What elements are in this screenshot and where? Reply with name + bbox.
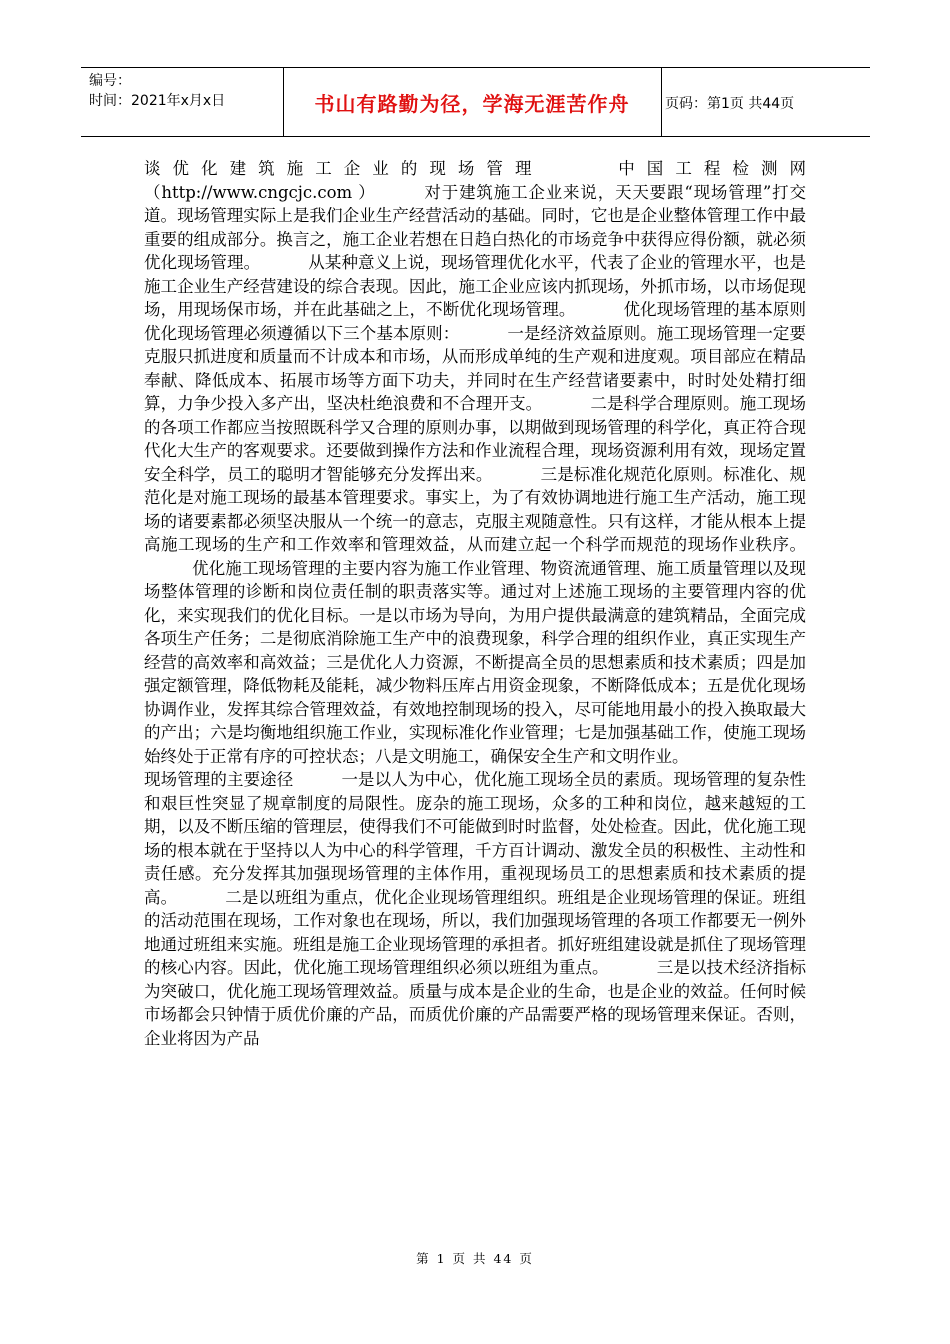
paragraph-3: 优化现场管理的基本原则优化现场管理必须遵循以下三个基本原则： (144, 300, 807, 343)
paragraph-10: 三是以技术经济指标为突破口，优化施工现场管理效益。质量与成本是企业的生命，也是企业的效益。任何时候市场都会只钟情于质优价廉的产品，而质优价廉的产品需要严格的现场管理来保证。否则，企业将因为产品 (144, 958, 807, 1048)
paragraph-8: 一是以人为中心，优化施工现场全员的素质。现场管理的复杂性和艰巨性突显了规章制度的局限性。庞杂的施工现场，众多的工种和岗位，越来越短的工期，以及不断压缩的管理层，使得我们不可能做到时时监督，处处检查。因此，优化施工现场的根本就在于坚持以人为中心的科学管理，千方百计调动、激发全员的积极性、主动性和责任感。充分发挥其加强现场管理的主体作用，重视现场员工的思想素质和技术素质的提高。 (144, 770, 807, 907)
paragraph-2: 从某种意义上说，现场管理优化水平，代表了企业的管理水平，也是施工企业生产经营建设的综合表现。因此，施工企业应该内抓现场，外抓市场，以市场促现场，用现场保市场，并在此基础之上，不断优化现场管理。 (144, 253, 807, 319)
body-paragraph (144, 768, 806, 1050)
paragraph-9: 二是以班组为重点，优化企业现场管理组织。班组是企业现场管理的保证。班组的活动范围在现场，工作对象也在现场，所以，我们加强现场管理的各项工作都要无一例外地通过班组来实施。班组是施工企业现场管理的承担者。抓好班组建设就是抓住了现场管理的核心内容。因此，优化施工现场管理组织必须以班组为重点。 (144, 887, 807, 977)
page-header (81, 67, 870, 137)
header-meta (89, 71, 279, 111)
paragraph-6: 三是标准化规范化原则。标准化、规范化是对施工现场的最基本管理要求。事实上，为了有效协调地进行施工生产活动，施工现场的诸要素都必须坚决服从一个统一的意志，克服主观随意性。只有这样，才能从根本上提高施工现场的生产和工作效率和管理效益，从而建立起一个科学而规范的现场作业秩序。 (144, 464, 807, 554)
header-divider-right (661, 67, 662, 137)
article-title: 谈 优 化 建 筑 施 工 企 业 的 现 场 管 理 (144, 159, 535, 178)
number-label: 编号： (89, 73, 131, 89)
header-motto: 书山有路勤为径，学海无涯苦作舟 (314, 91, 630, 116)
page-footer: 第 1 页 共 44 页 (416, 1251, 534, 1266)
body-paragraph (144, 157, 806, 768)
paragraph-4: 一是经济效益原则。施工现场管理一定要克服只抓进度和质量而不计成本和市场，从而形成单纯的生产观和进度观。项目部应在精品奉献、降低成本、拓展市场等方面下功夫，并同时在生产经营诸要素中，时时处处精打细算，力争少投入多产出，坚决杜绝浪费和不合理开支。 (144, 323, 807, 413)
article-source: 中 国 工 程 检 测 网 （http://www.cngcjc.com ） (144, 159, 806, 202)
paragraph-7: 优化施工现场管理的主要内容为施工作业管理、物资流通管理、施工质量管理以及现场整体管理的诊断和岗位责任制的职责落实等。通过对上述施工现场的主要管理内容的优化，来实现我们的优化目标。一是以市场为导向，为用户提供最满意的建筑精品，全面完成各项生产任务；二是彻底消除施工生产中的浪费现象，科学合理的组织作业，真正实现生产经营的高效率和高效益；三是优化人力资源，不断提高全员的思想素质和技术素质；四是加强定额管理，降低物耗及能耗，减少物料压库占用资金现象，不断降低成本；五是优化现场协调作业，发挥其综合管理效益，有效地控制现场的投入，尽可能地用最小的投入换取最大的产出；六是均衡地组织施工作业，实现标准化作业管理；七是加强基础工作，使施工现场始终处于正常有序的可控状态；八是文明施工，确保安全生产和文明作业。 (144, 558, 806, 766)
paragraph-5: 二是科学合理原则。施工现场的各项工作都应当按照既科学又合理的原则办事，以期做到现场管理的科学化，真正符合现代化大生产的客观要求。还要做到操作方法和作业流程合理，现场资源利用有效，现场定置安全科学，员工的聪明才智能够充分发挥出来。 (144, 394, 807, 484)
section-heading: 现场管理的主要途径 (144, 770, 294, 789)
document-body (144, 157, 806, 1050)
paragraph-1: 对于建筑施工企业来说，天天要跟“现场管理”打交道。现场管理实际上是我们企业生产经营活动的基础。同时，它也是企业整体管理工作中最重要的组成部分。换言之，施工企业若想在日趋白热化的市场竞争中获得应得份额，就必须优化现场管理。 (144, 182, 806, 272)
header-divider-left (283, 67, 284, 137)
header-page-info: 页码：第1页 共44页 (665, 96, 795, 112)
time-label: 时间：2021年x月x日 (89, 93, 226, 109)
